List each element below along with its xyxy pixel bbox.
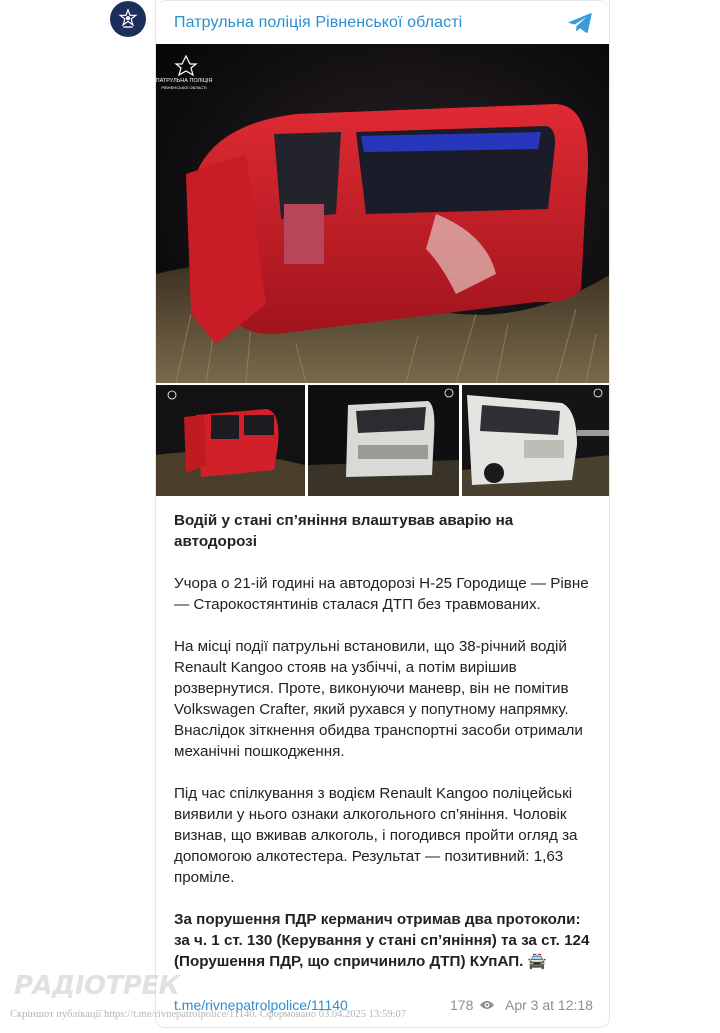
logo-caption-sub: РІВНЕНСЬКОЇ ОБЛАСТІ xyxy=(161,85,207,90)
channel-name[interactable]: Патрульна поліція Рівненської області xyxy=(174,13,463,31)
post-title: Водій у стані сп’яніння влаштував аварію на автодорозі xyxy=(174,512,514,550)
logo-caption: ПАТРУЛЬНА ПОЛІЦІЯ xyxy=(156,78,213,84)
eye-icon xyxy=(479,999,495,1011)
thumbnail-1[interactable] xyxy=(156,385,305,496)
thumbnail-2[interactable] xyxy=(308,385,459,496)
thumbnail-3[interactable] xyxy=(462,385,610,496)
radiotrek-watermark xyxy=(10,968,180,1004)
watermark-brand: РАДІОТРЕК xyxy=(14,971,180,1001)
post-card xyxy=(155,0,610,1028)
post-body xyxy=(174,510,594,993)
telegram-plane-icon[interactable] xyxy=(567,11,593,35)
post-link[interactable]: t.me/rivnepatrolpolice/11140 xyxy=(174,997,348,1013)
channel-avatar[interactable] xyxy=(110,1,146,37)
police-badge-icon xyxy=(117,8,139,30)
photo-thumbnails xyxy=(156,385,610,496)
post-paragraph-2: На місці події патрульні встановили, що 38-річний водій Renault Kangoo стояв на узбіччі, а потім вирішив розвернутися. Проте, виконуючи маневр, він не помітив Volkswagen Crafter, який рухався у попутному напрямку. Внаслідок зіткнення обидва транспортні засоби отримали механічні пошкодження. xyxy=(174,638,583,760)
post-paragraph-bold: За порушення ПДР керманич отримав два протоколи: за ч. 1 ст. 130 (Керування у стані сп’яніння) та за ст. 124 (Порушення ПДР, що спричинило ДТП) КУпАП. 🚔 xyxy=(174,911,590,970)
view-count: 178 xyxy=(450,997,474,1013)
post-paragraph-1: Учора о 21-ій годині на автодорозі Н-25 Городище — Рівне — Старокостянтинів сталася ДТП без травмованих. xyxy=(174,575,589,613)
post-date: Apr 3 at 12:18 xyxy=(505,997,593,1013)
post-paragraph-3: Під час спілкування з водієм Renault Kangoo поліцейські виявили у нього ознаки алкогольного сп’яніння. Чоловік визнав, що вживав алкоголь, і погодився пройти огляд за допомогою алкотестера. Результат — позитивний: 1,63 проміле. xyxy=(174,785,578,886)
screenshot-footnote: Скріншот публікації https://t.me/rivnepatrolpolice/11140. Сформовано 03.04.2025 13:59:07 xyxy=(10,1009,406,1020)
post-header xyxy=(156,0,609,44)
main-photo[interactable] xyxy=(156,44,610,383)
